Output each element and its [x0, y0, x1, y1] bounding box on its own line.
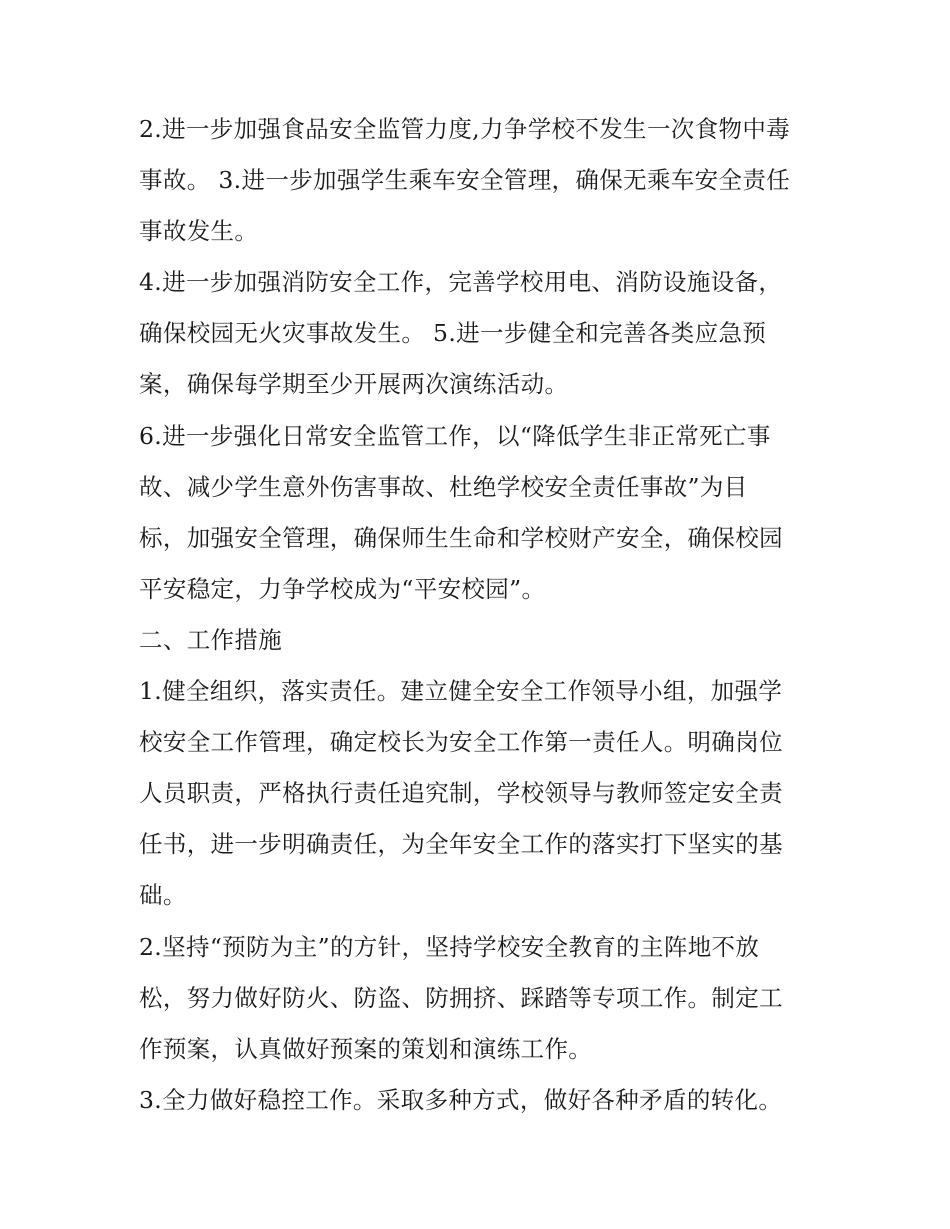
document-body [139, 104, 819, 1126]
text-line: 任书，进一步明确责任，为全年安全工作的落实打下坚实的基 [139, 830, 783, 859]
text-line: 故、减少学生意外伤害事故、杜绝学校安全责任事故”为目 [139, 472, 748, 501]
text-line: 础。 [139, 881, 187, 910]
section-heading: 二、工作措施 [139, 625, 283, 654]
text-line: 2.进一步加强食品安全监管力度,力争学校不发生一次食物中毒 [139, 115, 791, 143]
text-line: 人员职责，严格执行责任追究制，学校领导与教师签定安全责 [139, 779, 783, 808]
text-line: 6.进一步强化日常安全监管工作，以“降低学生非正常死亡事 [139, 421, 771, 450]
text-line: 标，加强安全管理，确保师生生命和学校财产安全，确保校园 [139, 523, 783, 552]
text-line: 松，努力做好防火、防盗、防拥挤、踩踏等专项工作。制定工 [139, 983, 783, 1012]
text-line: 作预案，认真做好预案的策划和演练工作。 [139, 1034, 593, 1063]
text-line: 案，确保每学期至少开展两次演练活动。 [139, 370, 569, 399]
text-line: 事故发生。 [139, 217, 259, 246]
text-line: 事故。 3.进一步加强学生乘车安全管理，确保无乘车安全责任 [139, 166, 791, 195]
text-line: 1.健全组织，落实责任。建立健全安全工作领导小组，加强学 [139, 677, 783, 706]
text-line: 2.坚持“预防为主”的方针，坚持学校安全教育的主阵地不放 [139, 932, 760, 961]
text-line: 平安稳定，力争学校成为“平安校园”。 [139, 574, 546, 603]
text-line: 3.全力做好稳控工作。采取多种方式，做好各种矛盾的转化。 [139, 1085, 783, 1114]
text-line: 校安全工作管理，确定校长为安全工作第一责任人。明确岗位 [139, 728, 783, 757]
text-line: 确保校园无火灾事故发生。 5.进一步健全和完善各类应急预 [139, 319, 767, 348]
text-line: 4.进一步加强消防安全工作，完善学校用电、消防设施设备， [139, 268, 783, 297]
